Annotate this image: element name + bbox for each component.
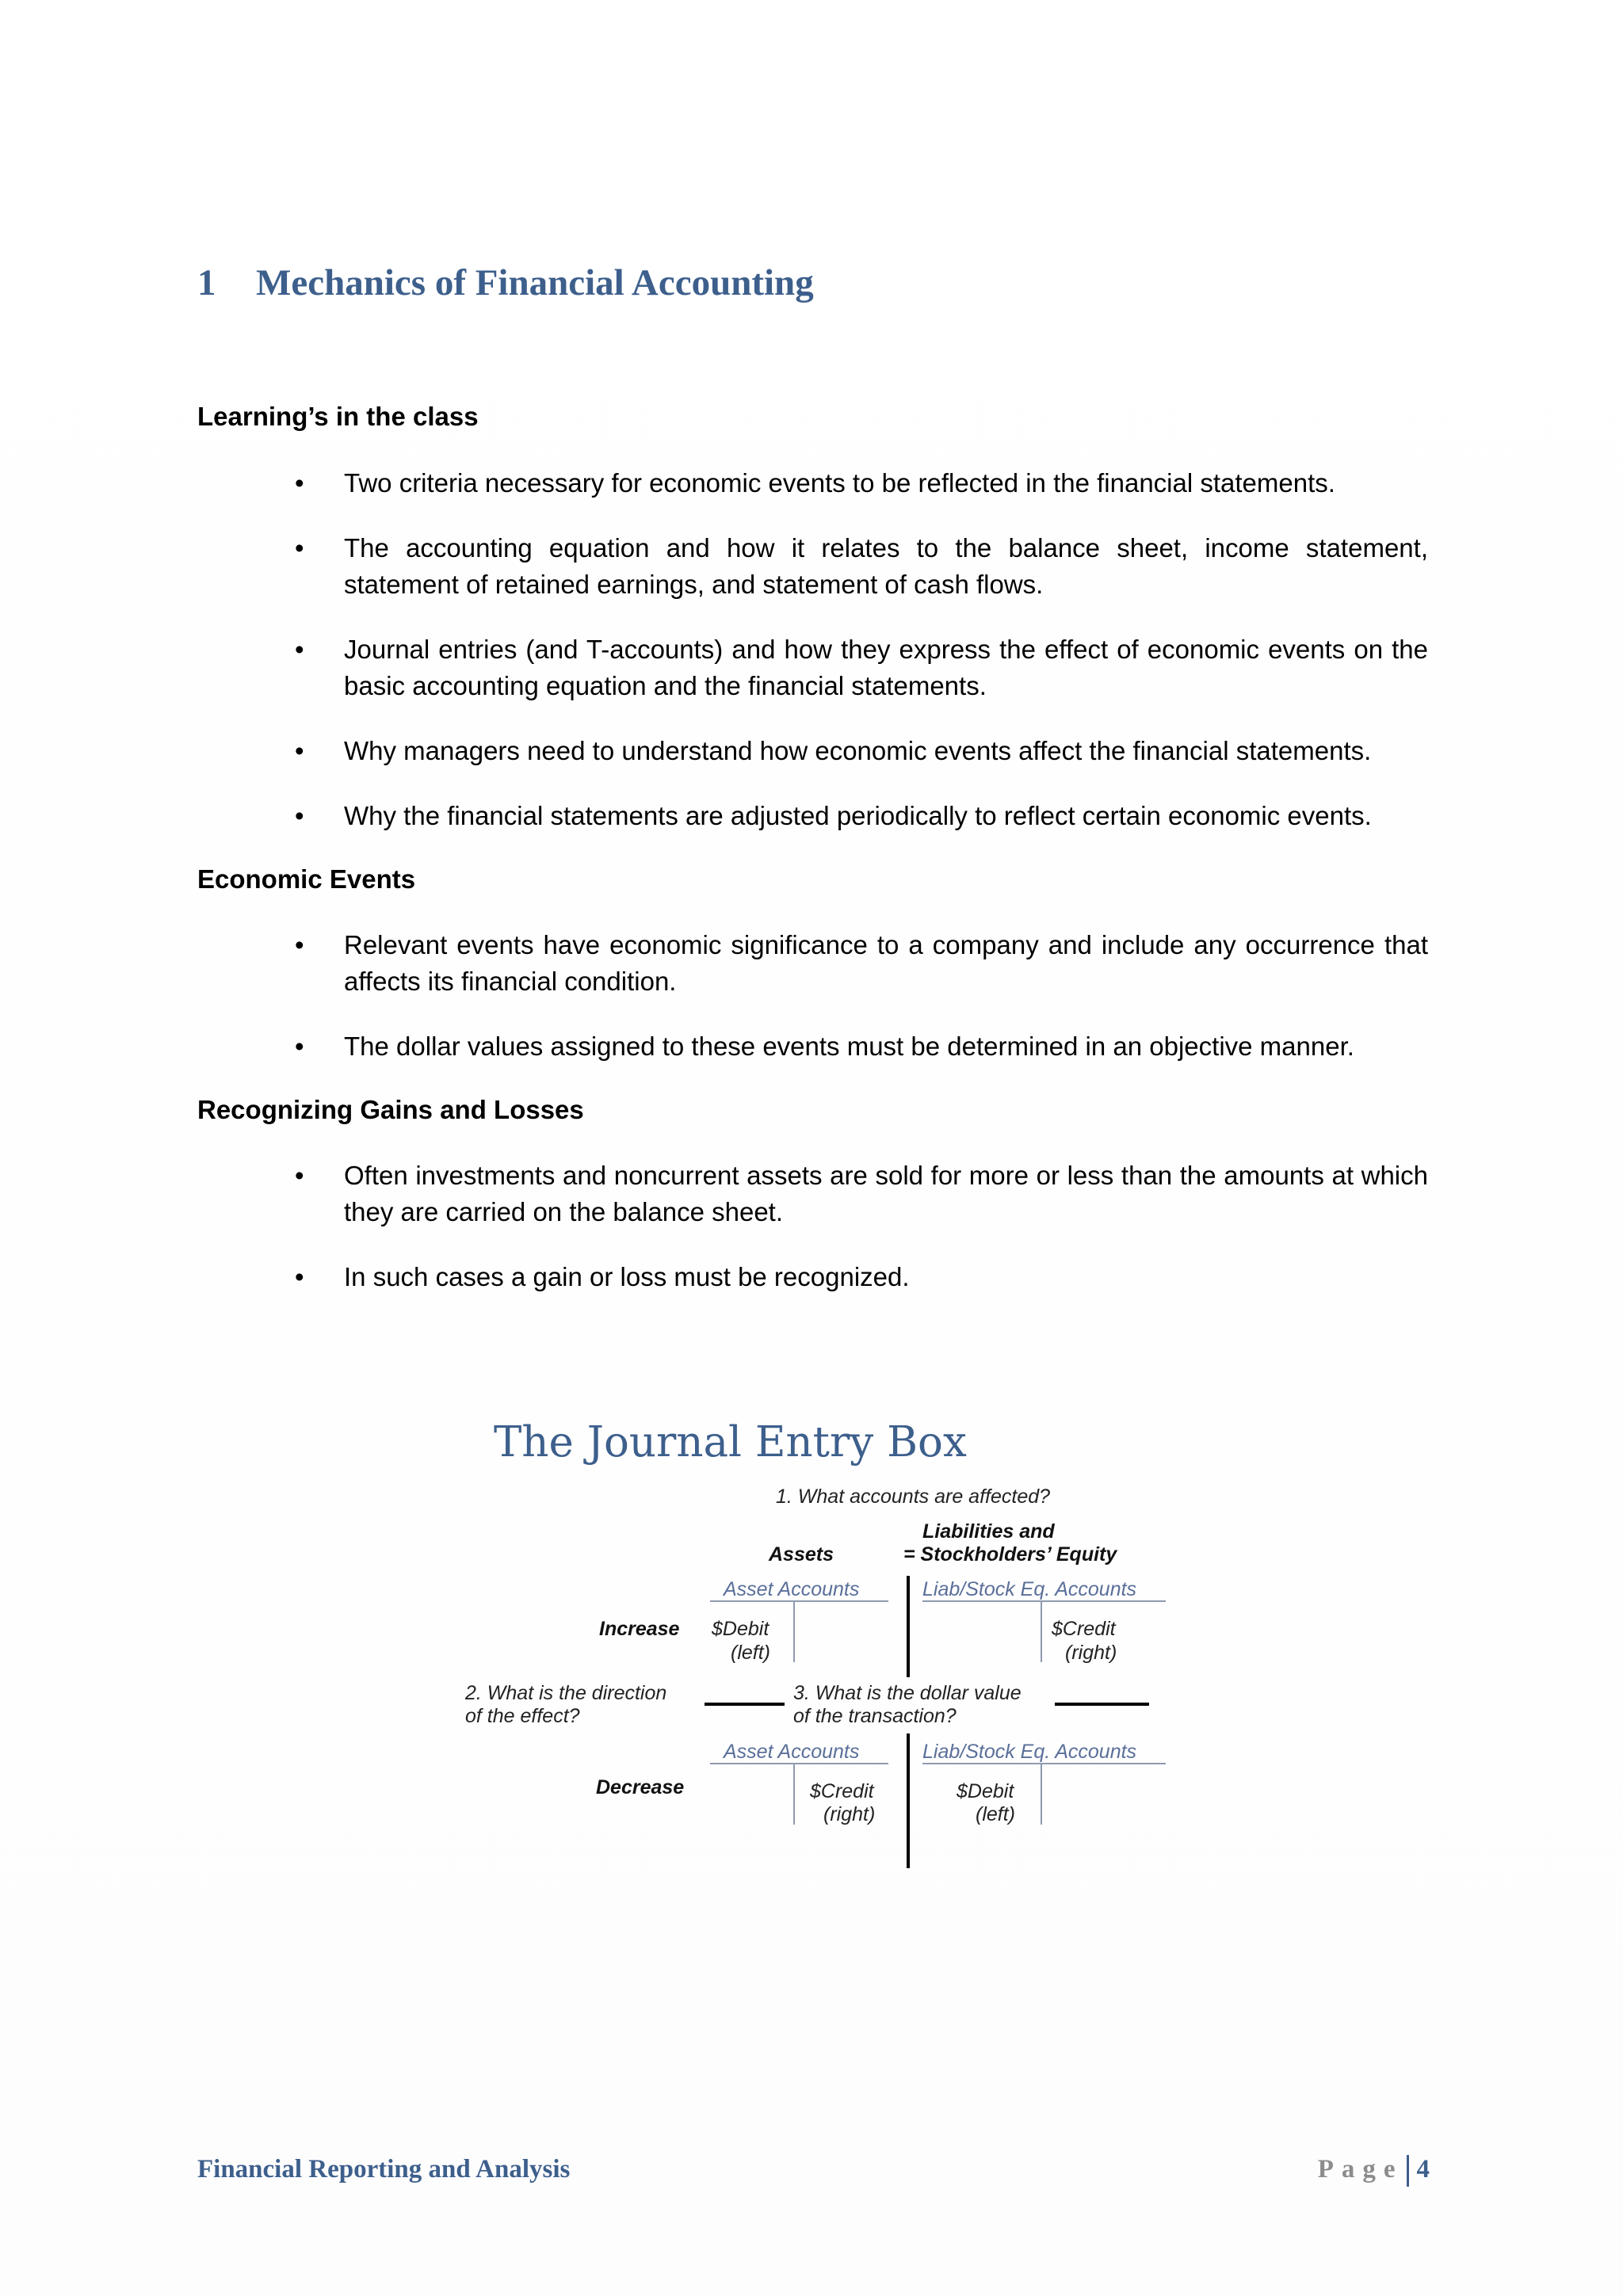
asset-t-account-stem: [793, 1763, 795, 1825]
bullet-icon: •: [295, 635, 304, 664]
chapter-number: 1: [197, 262, 216, 303]
list-item-text: Relevant events have economic significance to a company and include any occurrence that affects its financial condition.: [344, 930, 1428, 996]
list-item-text: The dollar values assigned to these events must be determined in an objective manner.: [344, 1032, 1354, 1061]
section-heading: Economic Events: [197, 864, 416, 894]
list-item-text: Two criteria necessary for economic events to be reflected in the financial statements.: [344, 468, 1335, 498]
section-heading: Recognizing Gains and Losses: [197, 1095, 584, 1124]
asset-accounts-label: Asset Accounts: [724, 1578, 860, 1600]
section-heading: Learning’s in the class: [197, 402, 479, 431]
increase-debit-label: $Debit: [712, 1618, 769, 1640]
bullet-icon: •: [295, 468, 304, 498]
direction-divider-left: [705, 1703, 785, 1706]
liab-accounts-label: Liab/Stock Eq. Accounts: [922, 1741, 1137, 1763]
page-divider: [1407, 2155, 1409, 2187]
liab-t-account-stem: [1041, 1600, 1042, 1662]
increase-label: Increase: [599, 1618, 680, 1640]
bullet-icon: •: [295, 1161, 304, 1190]
liab-accounts-label: Liab/Stock Eq. Accounts: [922, 1578, 1137, 1600]
list-item-text: Often investments and noncurrent assets are sold for more or less than the amounts at which they are carried on the balance sheet.: [344, 1161, 1428, 1226]
list-item-text: The accounting equation and how it relates to the balance sheet, income statement, statement of retained earnings, and statement of cash flows.: [344, 533, 1428, 599]
bullet-icon: •: [295, 1032, 304, 1061]
decrease-credit-label: $Credit: [810, 1780, 874, 1802]
assets-label: Assets: [769, 1543, 834, 1566]
asset-t-account-stem: [793, 1600, 795, 1662]
liab-t-account-top: [922, 1763, 1166, 1764]
increase-credit-label: $Credit: [1052, 1618, 1116, 1640]
asset-t-account-top: [710, 1763, 888, 1764]
question-direction-line2: of the effect?: [465, 1705, 580, 1727]
increase-left-label: (left): [731, 1642, 770, 1664]
footer-page-indicator: [1318, 2155, 1430, 2187]
question-direction-line1: 2. What is the direction: [465, 1682, 667, 1704]
chapter-title: Mechanics of Financial Accounting: [256, 262, 814, 303]
list-item-text: Why the financial statements are adjusted periodically to reflect certain economic events.: [344, 801, 1372, 830]
question-dollar-value-line1: 3. What is the dollar value: [793, 1682, 1022, 1704]
liabilities-label-line2: = Stockholders’ Equity: [903, 1543, 1117, 1566]
increase-right-label: (right): [1065, 1642, 1117, 1664]
equation-divider-lower: [907, 1733, 910, 1868]
page-number: 4: [1416, 2155, 1430, 2183]
direction-divider-right: [1055, 1703, 1149, 1706]
asset-t-account-top: [710, 1600, 888, 1602]
liab-t-account-stem: [1041, 1763, 1042, 1825]
question-dollar-value-line2: of the transaction?: [793, 1705, 957, 1727]
liab-t-account-top: [922, 1600, 1166, 1602]
bullet-icon: •: [295, 1262, 304, 1291]
decrease-debit-label: $Debit: [957, 1780, 1014, 1802]
bullet-icon: •: [295, 930, 304, 959]
decrease-label: Decrease: [596, 1776, 685, 1798]
question-accounts-affected: 1. What accounts are affected?: [776, 1486, 1051, 1508]
bullet-icon: •: [295, 533, 304, 563]
bullet-icon: •: [295, 801, 304, 830]
asset-accounts-label: Asset Accounts: [724, 1741, 860, 1763]
list-item-text: Why managers need to understand how economic events affect the financial statements.: [344, 736, 1372, 765]
figure-title: The Journal Entry Box: [494, 1418, 967, 1466]
footer-document-title: Financial Reporting and Analysis: [197, 2155, 571, 2183]
equation-divider-upper: [907, 1576, 910, 1677]
bullet-icon: •: [295, 736, 304, 765]
list-item-text: In such cases a gain or loss must be recognized.: [344, 1262, 910, 1291]
decrease-right-label: (right): [823, 1803, 876, 1825]
liabilities-label-line1: Liabilities and: [922, 1520, 1055, 1543]
decrease-left-label: (left): [976, 1803, 1015, 1825]
list-item-text: Journal entries (and T-accounts) and how they express the effect of economic events on the basic accounting equation and the financial statements.: [344, 635, 1428, 700]
page-label: Page: [1317, 2155, 1403, 2183]
